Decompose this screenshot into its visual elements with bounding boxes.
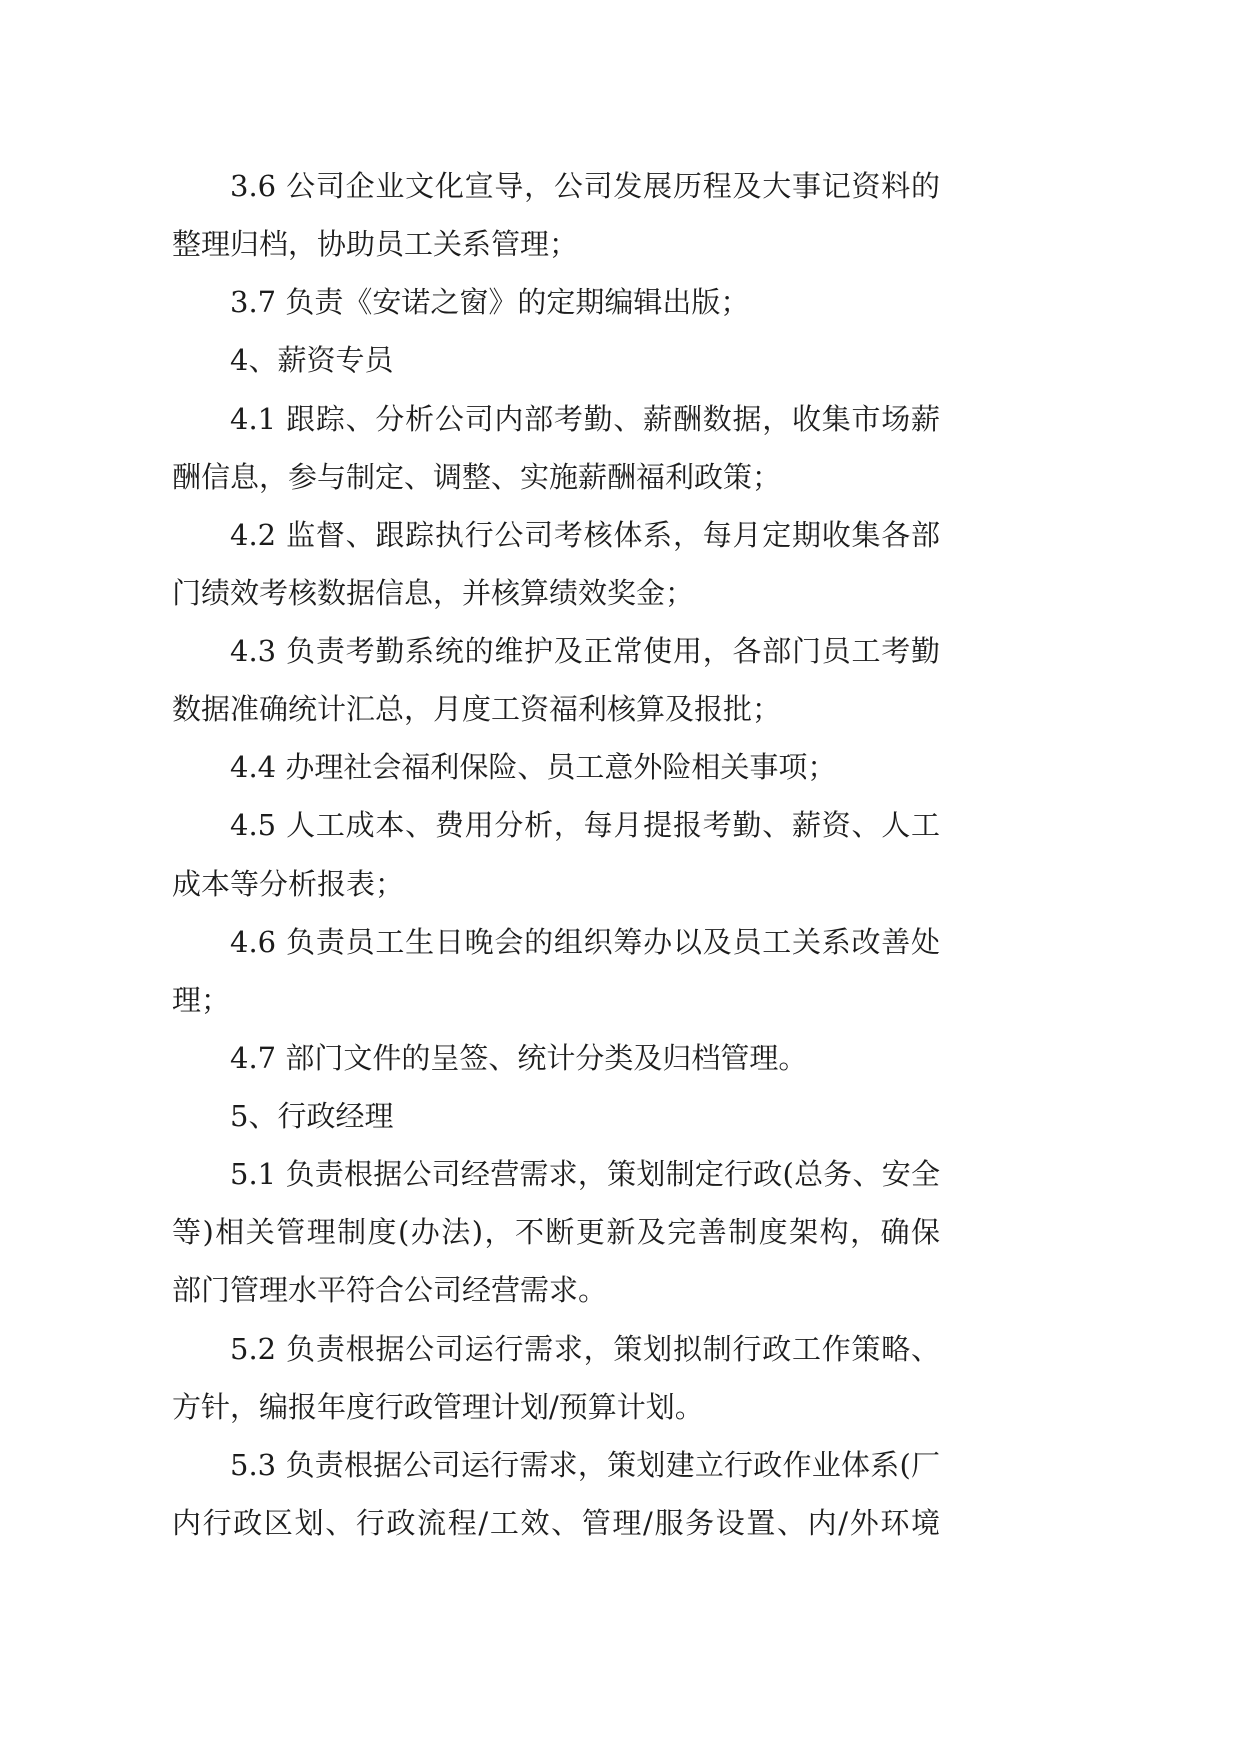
paragraph-4-7 bbox=[172, 1029, 940, 1087]
paragraph-line: 4.2 监督、跟踪执行公司考核体系，每月定期收集各部 bbox=[230, 517, 940, 552]
paragraph-4-3 bbox=[172, 622, 940, 738]
paragraph-5-1 bbox=[172, 1145, 940, 1319]
paragraph-line: 内行政区划、行政流程/工效、管理/服务设置、内/外环境 bbox=[172, 1505, 940, 1540]
paragraph-line: 3.6 公司企业文化宣导，公司发展历程及大事记资料的 bbox=[230, 169, 940, 203]
paragraph-line: 数据准确统计汇总，月度工资福利核算及报批； bbox=[172, 692, 782, 727]
paragraph-4-6 bbox=[172, 913, 940, 1029]
paragraph-line: 4.4 办理社会福利保险、员工意外险相关事项； bbox=[230, 750, 837, 785]
paragraph-line: 5.2 负责根据公司运行需求，策划拟制行政工作策略、 bbox=[230, 1331, 940, 1366]
paragraph-line: 部门管理水平符合公司经营需求。 bbox=[172, 1273, 608, 1308]
paragraph-3-7 bbox=[172, 273, 940, 331]
paragraph-4-2 bbox=[172, 506, 940, 622]
paragraph-line: 酬信息，参与制定、调整、实施薪酬福利政策； bbox=[172, 459, 782, 494]
paragraph-line: 4.1 跟踪、分析公司内部考勤、薪酬数据，收集市场薪 bbox=[230, 401, 940, 436]
paragraph-line: 5.1 负责根据公司经营需求，策划制定行政(总务、安全 bbox=[230, 1157, 940, 1192]
paragraph-line: 方针，编报年度行政管理计划/预算计划。 bbox=[172, 1389, 704, 1424]
paragraph-line: 成本等分析报表； bbox=[172, 866, 405, 901]
paragraph-line: 4.3 负责考勤系统的维护及正常使用，各部门员工考勤 bbox=[230, 634, 940, 668]
document-body bbox=[172, 157, 940, 1552]
paragraph-4-5 bbox=[172, 796, 940, 912]
paragraph-line: 整理归档，协助员工关系管理； bbox=[172, 227, 579, 262]
paragraph-4-1 bbox=[172, 390, 940, 506]
section-heading-5 bbox=[172, 1087, 940, 1145]
paragraph-line: 4.7 部门文件的呈签、统计分类及归档管理。 bbox=[230, 1040, 808, 1075]
paragraph-3-6 bbox=[172, 157, 940, 273]
section-heading-4 bbox=[172, 331, 940, 389]
paragraph-4-4 bbox=[172, 738, 940, 796]
paragraph-line: 门绩效考核数据信息，并核算绩效奖金； bbox=[172, 575, 695, 610]
paragraph-line: 理； bbox=[172, 982, 231, 1017]
paragraph-line: 3.7 负责《安诺之窗》的定期编辑出版； bbox=[230, 285, 750, 320]
paragraph-5-2 bbox=[172, 1320, 940, 1436]
paragraph-line: 4.5 人工成本、费用分析，每月提报考勤、薪资、人工 bbox=[230, 808, 940, 843]
paragraph-line: 5.3 负责根据公司运行需求，策划建立行政作业体系(厂 bbox=[230, 1447, 940, 1482]
paragraph-5-3 bbox=[172, 1436, 940, 1552]
section-heading: 5、行政经理 bbox=[230, 1099, 394, 1133]
section-heading: 4、薪资专员 bbox=[230, 343, 394, 378]
paragraph-line: 4.6 负责员工生日晚会的组织筹办以及员工关系改善处 bbox=[230, 924, 940, 959]
paragraph-line: 等)相关管理制度(办法)，不断更新及完善制度架构，确保 bbox=[172, 1215, 940, 1250]
